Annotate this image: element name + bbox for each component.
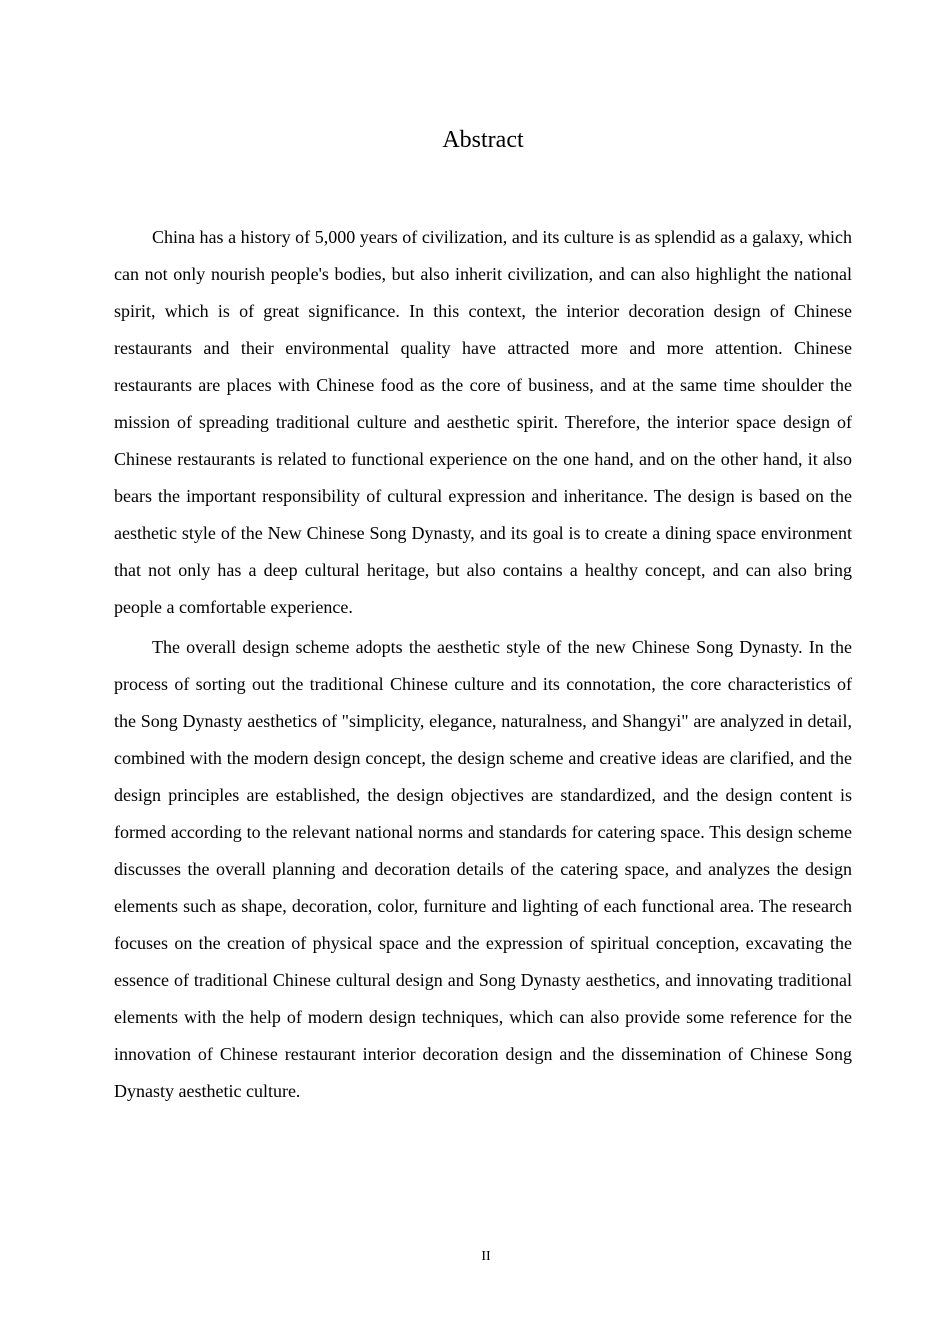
page-title: Abstract [442, 127, 524, 153]
abstract-paragraph-2: The overall design scheme adopts the aesthetic style of the new Chinese Song Dynasty. In the process of sorting out the traditional Chinese culture and its connotation, the core characteristics of the Song Dynasty aesthetics of "simplicity, elegance, naturalness, and Shangyi" are analyzed in detail, combined with the modern design concept, the design scheme and creative ideas are clarified, and the design principles are established, the design objectives are standardized, and the design content is formed according to the relevant national norms and standards for catering space. This design scheme discusses the overall planning and decoration details of the catering space, and analyzes the design elements such as shape, decoration, color, furniture and lighting of each functional area. The research focuses on the creation of physical space and the expression of spiritual conception, excavating the essence of traditional Chinese cultural design and Song Dynasty aesthetics, and innovating traditional elements with the help of modern design techniques, which can also provide some reference for the innovation of Chinese restaurant interior decoration design and the dissemination of Chinese Song Dynasty aesthetic culture. [114, 637, 852, 1101]
abstract-body [114, 219, 852, 1113]
abstract-paragraph-1: China has a history of 5,000 years of civilization, and its culture is as splendid as a galaxy, which can not only nourish people's bodies, but also inherit civilization, and can also highlight the national spirit, which is of great significance. In this context, the interior decoration design of Chinese restaurants and their environmental quality have attracted more and more attention. Chinese restaurants are places with Chinese food as the core of business, and at the same time shoulder the mission of spreading traditional culture and aesthetic spirit. Therefore, the interior space design of Chinese restaurants is related to functional experience on the one hand, and on the other hand, it also bears the important responsibility of cultural expression and inheritance. The design is based on the aesthetic style of the New Chinese Song Dynasty, and its goal is to create a dining space environment that not only has a deep cultural heritage, but also contains a healthy concept, and can also bring people a comfortable experience. [114, 227, 852, 617]
page-number: II [481, 1249, 491, 1264]
